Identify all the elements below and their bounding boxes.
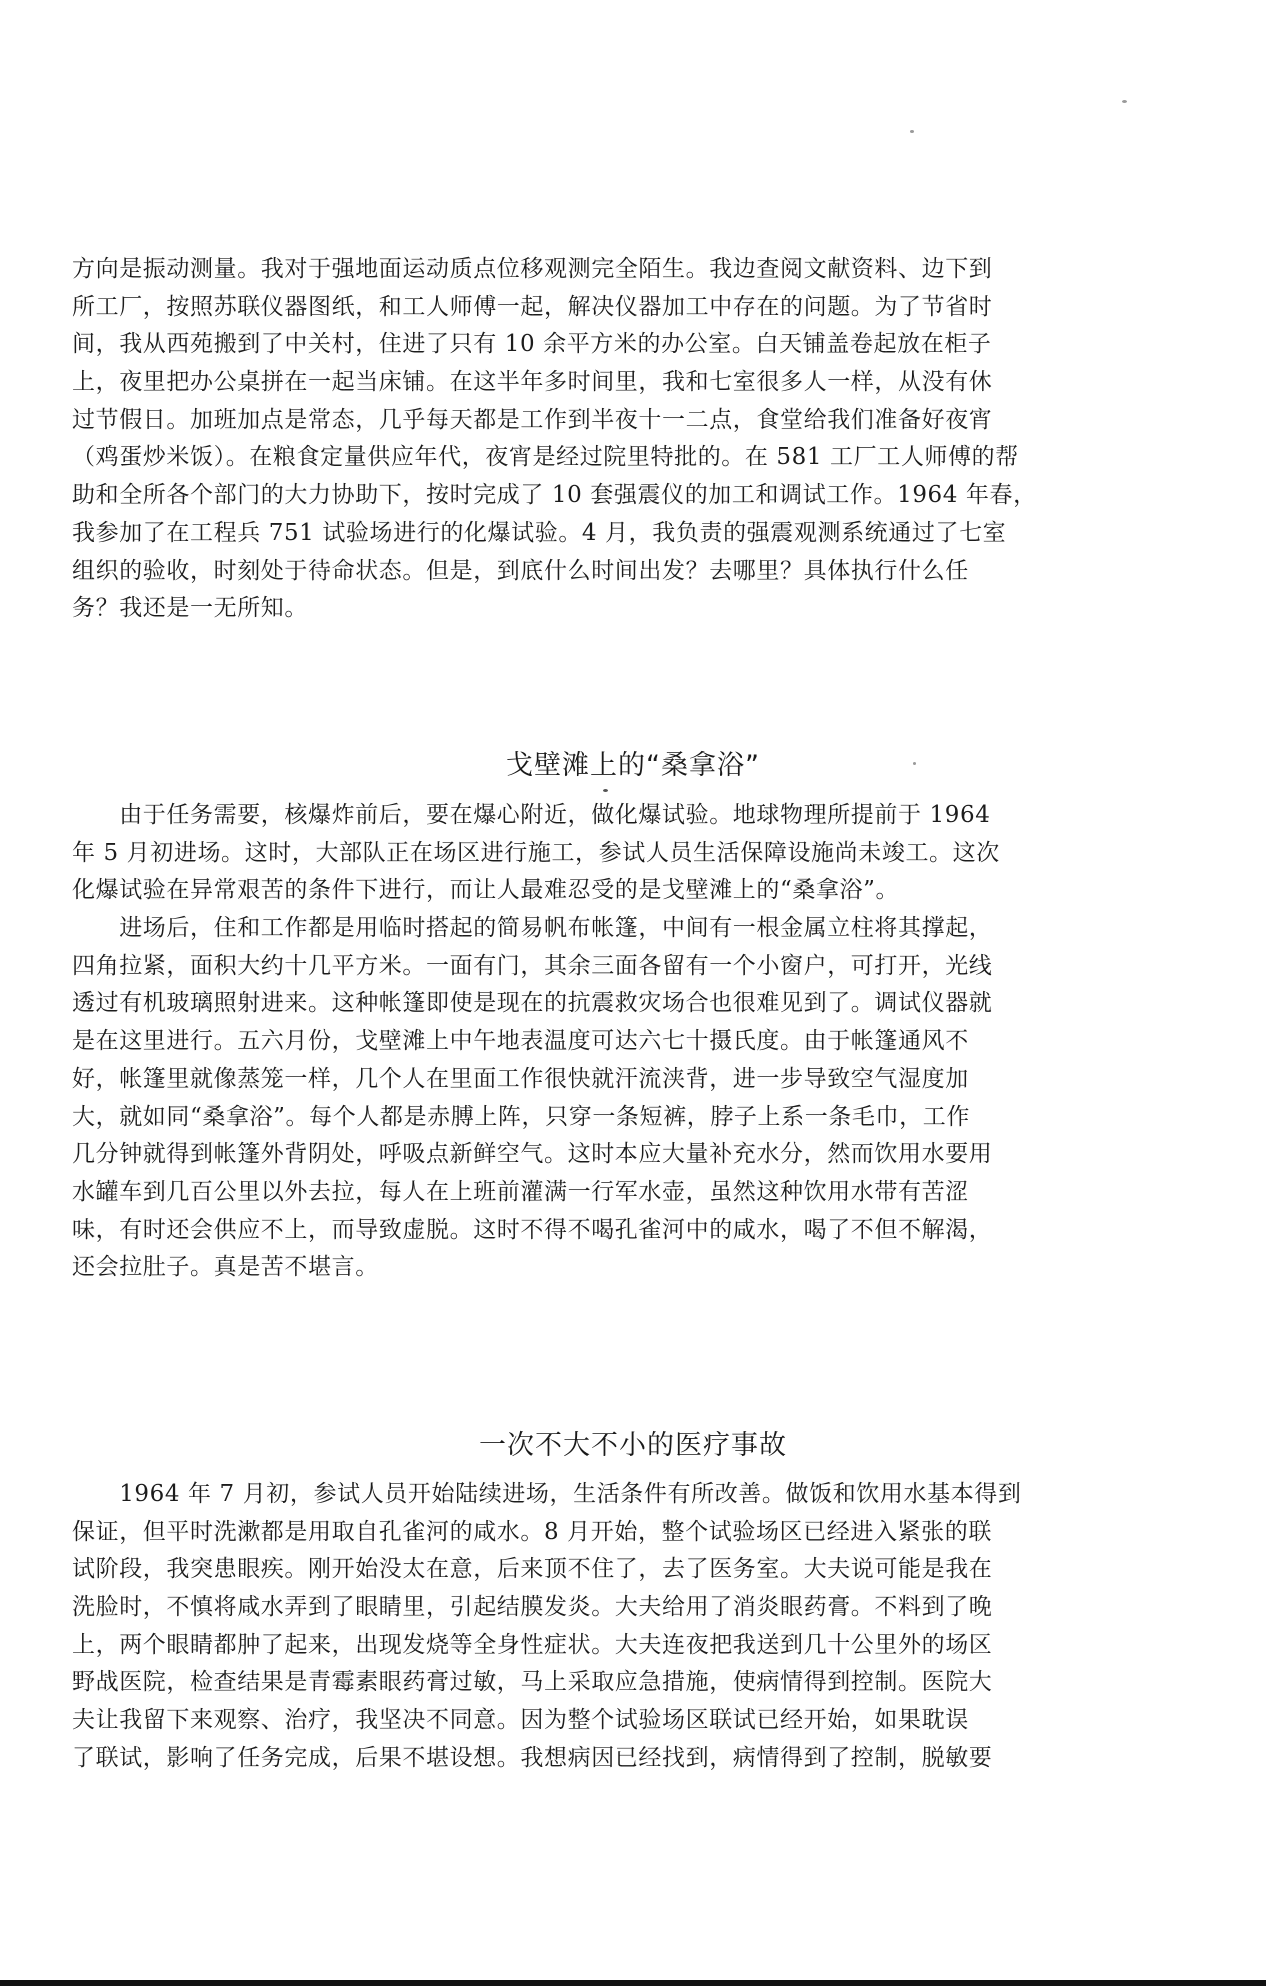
text-line: 上，夜里把办公桌拼在一起当床铺。在这半年多时间里，我和七室很多人一样，从没有休 [72, 369, 993, 396]
scan-speck [910, 130, 914, 133]
text-line: 几分钟就得到帐篷外背阴处，呼吸点新鲜空气。这时本应大量补充水分，然而饮用水要用 [72, 1141, 993, 1168]
text-line: 过节假日。加班加点是常态，几乎每天都是工作到半夜十一二点，食堂给我们准备好夜宵 [72, 406, 993, 433]
text-line: 组织的验收，时刻处于待命状态。但是，到底什么时间出发？去哪里？具体执行什么任 [72, 557, 969, 584]
intro-paragraph [72, 251, 1198, 628]
text-line: 是在这里进行。五六月份，戈壁滩上中午地表温度可达六七十摄氏度。由于帐篷通风不 [72, 1028, 969, 1055]
scan-speck [603, 789, 608, 792]
text-line: 还会拉肚子。真是苦不堪言。 [72, 1254, 379, 1281]
scan-bottom-edge [0, 1980, 1266, 1986]
section-body [72, 1476, 1198, 1778]
text-line: 上，两个眼睛都肿了起来，出现发烧等全身性症状。大夫连夜把我送到几十公里外的场区 [72, 1631, 993, 1658]
text-line: 助和全所各个部门的大力协助下，按时完成了 10 套强震仪的加工和调试工作。1964 年春， [72, 482, 1037, 509]
text-line: 间，我从西苑搬到了中关村，住进了只有 10 余平方米的办公室。白天铺盖卷起放在柜子 [72, 331, 992, 358]
text-line: 好，帐篷里就像蒸笼一样，几个人在里面工作很快就汗流浃背，进一步导致空气湿度加 [72, 1065, 969, 1092]
text-line: 我参加了在工程兵 751 试验场进行的化爆试验。4 月，我负责的强震观测系统通过了七室 [72, 519, 1007, 546]
section-body [72, 797, 1198, 1287]
text-line: 进场后，住和工作都是用临时搭起的简易帆布帐篷，中间有一根金属立柱将其撑起， [72, 915, 993, 942]
text-line: （鸡蛋炒米饭）。在粮食定量供应年代，夜宵是经过院里特批的。在 581 工厂工人师傅的帮 [72, 444, 1019, 471]
text-line: 化爆试验在异常艰苦的条件下进行，而让人最难忍受的是戈壁滩上的“桑拿浴”。 [72, 877, 900, 904]
text-line: 试阶段，我突患眼疾。刚开始没太在意，后来顶不住了，去了医务室。大夫说可能是我在 [72, 1556, 993, 1583]
text-line: 方向是振动测量。我对于强地面运动质点位移观测完全陌生。我边查阅文献资料、边下到 [72, 256, 993, 282]
text-line: 大，就如同“桑拿浴”。每个人都是赤膊上阵，只穿一条短裤，脖子上系一条毛巾，工作 [72, 1103, 970, 1130]
text-line: 由于任务需要，核爆炸前后，要在爆心附近，做化爆试验。地球物理所提前于 1964 [72, 802, 991, 828]
text-line: 洗脸时，不慎将咸水弄到了眼睛里，引起结膜发炎。大夫给用了消炎眼药膏。不料到了晚 [72, 1594, 993, 1621]
text-line: 所工厂，按照苏联仪器图纸，和工人师傅一起，解决仪器加工中存在的问题。为了节省时 [72, 293, 993, 320]
section-heading: 戈壁滩上的“桑拿浴” [506, 750, 760, 781]
text-line: 年 5 月初进场。这时，大部队正在场区进行施工，参试人员生活保障设施尚未竣工。这次 [72, 839, 1000, 866]
section-heading: 一次不大不小的医疗事故 [479, 1430, 787, 1461]
text-line: 务？我还是一无所知。 [72, 595, 308, 622]
text-line: 水罐车到几百公里以外去拉，每人在上班前灌满一行军水壶，虽然这种饮用水带有苦涩 [72, 1178, 969, 1205]
text-line: 四角拉紧，面积大约十几平方米。一面有门，其余三面各留有一个小窗户，可打开，光线 [72, 952, 993, 979]
text-line: 透过有机玻璃照射进来。这种帐篷即使是现在的抗震救灾场合也很难见到了。调试仪器就 [72, 990, 993, 1017]
text-line: 野战医院，检查结果是青霉素眼药膏过敏，马上采取应急措施，使病情得到控制。医院大 [72, 1669, 993, 1696]
text-line: 夫让我留下来观察、治疗，我坚决不同意。因为整个试验场区联试已经开始，如果耽误 [72, 1707, 969, 1734]
text-line: 保证，但平时洗漱都是用取自孔雀河的咸水。8 月开始，整个试验场区已经进入紧张的联 [72, 1518, 992, 1545]
scan-speck [1122, 100, 1127, 103]
text-line: 了联试，影响了任务完成，后果不堪设想。我想病因已经找到，病情得到了控制，脱敏要 [72, 1744, 993, 1771]
text-line: 味，有时还会供应不上，而导致虚脱。这时不得不喝孔雀河中的咸水，喝了不但不解渴， [72, 1216, 993, 1243]
text-line: 1964 年 7 月初，参试人员开始陆续进场，生活条件有所改善。做饭和饮用水基本得到 [72, 1481, 1022, 1507]
